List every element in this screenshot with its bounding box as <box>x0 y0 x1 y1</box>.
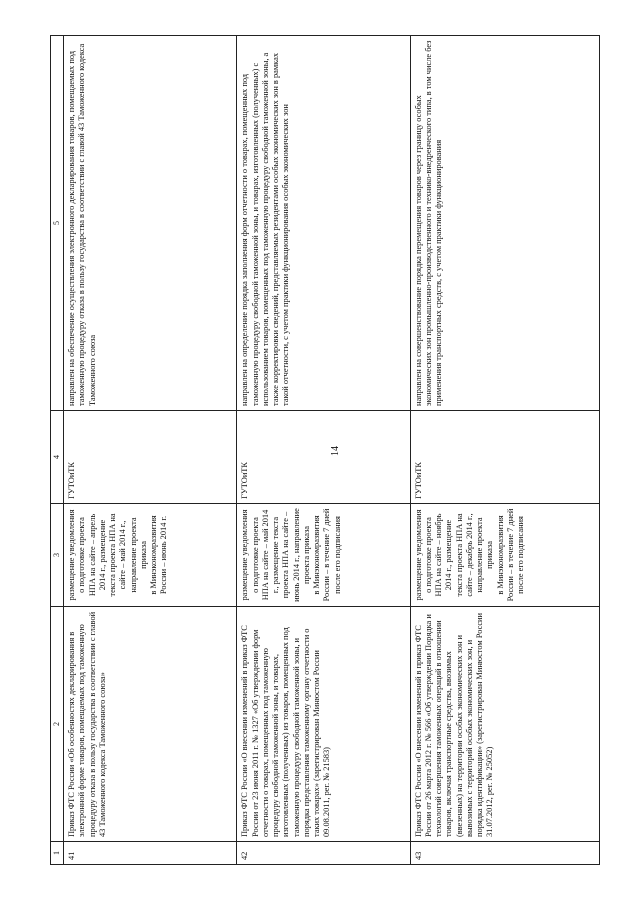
table-row <box>410 36 600 865</box>
document-title: Приказ ФТС России «О внесении изменений в приказ ФТС России от 23 июня 2011 г. № 1327 «Об утверждении форм отчетности о товарах, помещенных под таможенную процедуру свободной таможенной зоны, и товарах, изготовленных (полученных) из товаров, помещенных под таможенную процедуру свободной таможенной зоны, и порядка представления таможенному органу отчетности о таких товарах» (зарегистрирован Минюстом России 09.08.2011, рег. № 21583) <box>237 607 410 842</box>
col-header-1: 1 <box>51 842 64 865</box>
department: ГУТОиТК <box>64 411 237 504</box>
action-text: размещение уведомления о подготовке проекта НПА на сайте – май 2014 г., размещение текста проекта НПА на сайте – июнь 2014 г., направление проекта приказа <box>240 508 311 602</box>
col-header-5: 5 <box>51 36 64 411</box>
action-cell <box>410 504 600 607</box>
row-number: 42 <box>237 842 410 865</box>
rotated-table-wrapper <box>50 35 600 865</box>
action-text: в Минэкономразвития России – июнь 2014 г. <box>149 515 169 595</box>
department: ГУТОиТК <box>410 411 600 504</box>
purpose-text: направлен на обеспечение осуществления электронного декларирования товаров, помещаемых под таможенную процедуру отказа в пользу государства в соответствии с главой 43 Таможенного кодекса Таможенного союза <box>64 36 237 411</box>
col-header-4: 4 <box>51 411 64 504</box>
header-row <box>51 36 64 865</box>
table-row <box>64 36 237 865</box>
col-header-2: 2 <box>51 607 64 842</box>
action-text: в Минэкономразвития России – в течение 7 дней после его подписания <box>495 508 525 602</box>
action-cell <box>64 504 237 607</box>
col-header-3: 3 <box>51 504 64 607</box>
row-number: 43 <box>410 842 600 865</box>
purpose-text: направлен на определение порядка заполнения форм отчетности о товарах, помещенных под таможенную процедуру свободной таможенной зоны, и товарах, изготовленных (полученных) с использованием товаров, помещенных под таможенную процедуру свободной таможенной зоны, а также корректировки сведений, представляемых резидентами особых экономических зон в рамках такой отчетности, с учетом практики функционирования особых экономических зон <box>237 36 410 411</box>
action-text: размещение уведомления о подготовке проекта НПА на сайте – апрель 2014 г., размещение текста проекта НПА на сайте – май 2014 г., направление проекта приказа <box>67 509 148 601</box>
action-cell <box>237 504 410 607</box>
regulation-plan-table <box>50 35 600 865</box>
row-number: 41 <box>64 842 237 865</box>
action-text: в Минэкономразвития России – в течение 7 дней после его подписания <box>312 508 342 602</box>
page-number: 14 <box>330 446 341 456</box>
department: ГУТОиТК <box>237 411 410 504</box>
document-title: Приказ ФТС России «Об особенностях декларирования в электронной форме товаров, помещаемых под таможенную процедуру отказа в пользу государства в соответствии с главой 43 Таможенного кодекса Таможенного союза» <box>64 607 237 842</box>
purpose-text: направлен на совершенствование порядка перемещения товаров через границу особых экономических зон промышленно-производственного и технико-внедренческого типа, в том числе без применения транспортных средств, с учетом практики функционирования <box>410 36 600 411</box>
document-title: Приказ ФТС России «О внесении изменений в приказ ФТС России от 26 марта 2012 г. № 566 «Об утверждении Порядка и технологий совершения таможенных операций в отношении товаров, включая транспортные средства, ввозимых (ввезенных) на территории особых экономических зон и вывозимых с территорий особых экономических зон, и порядка идентификации» (зарегистрирован Минюстом России 31.07.2012, рег. № 25052) <box>410 607 600 842</box>
table-row <box>237 36 410 865</box>
action-text: размещение уведомления о подготовке проекта НПА на сайте – ноябрь 2014 г., размещение текста проекта НПА на сайте – декабрь 2014 г., направление проекта приказа <box>413 509 495 601</box>
